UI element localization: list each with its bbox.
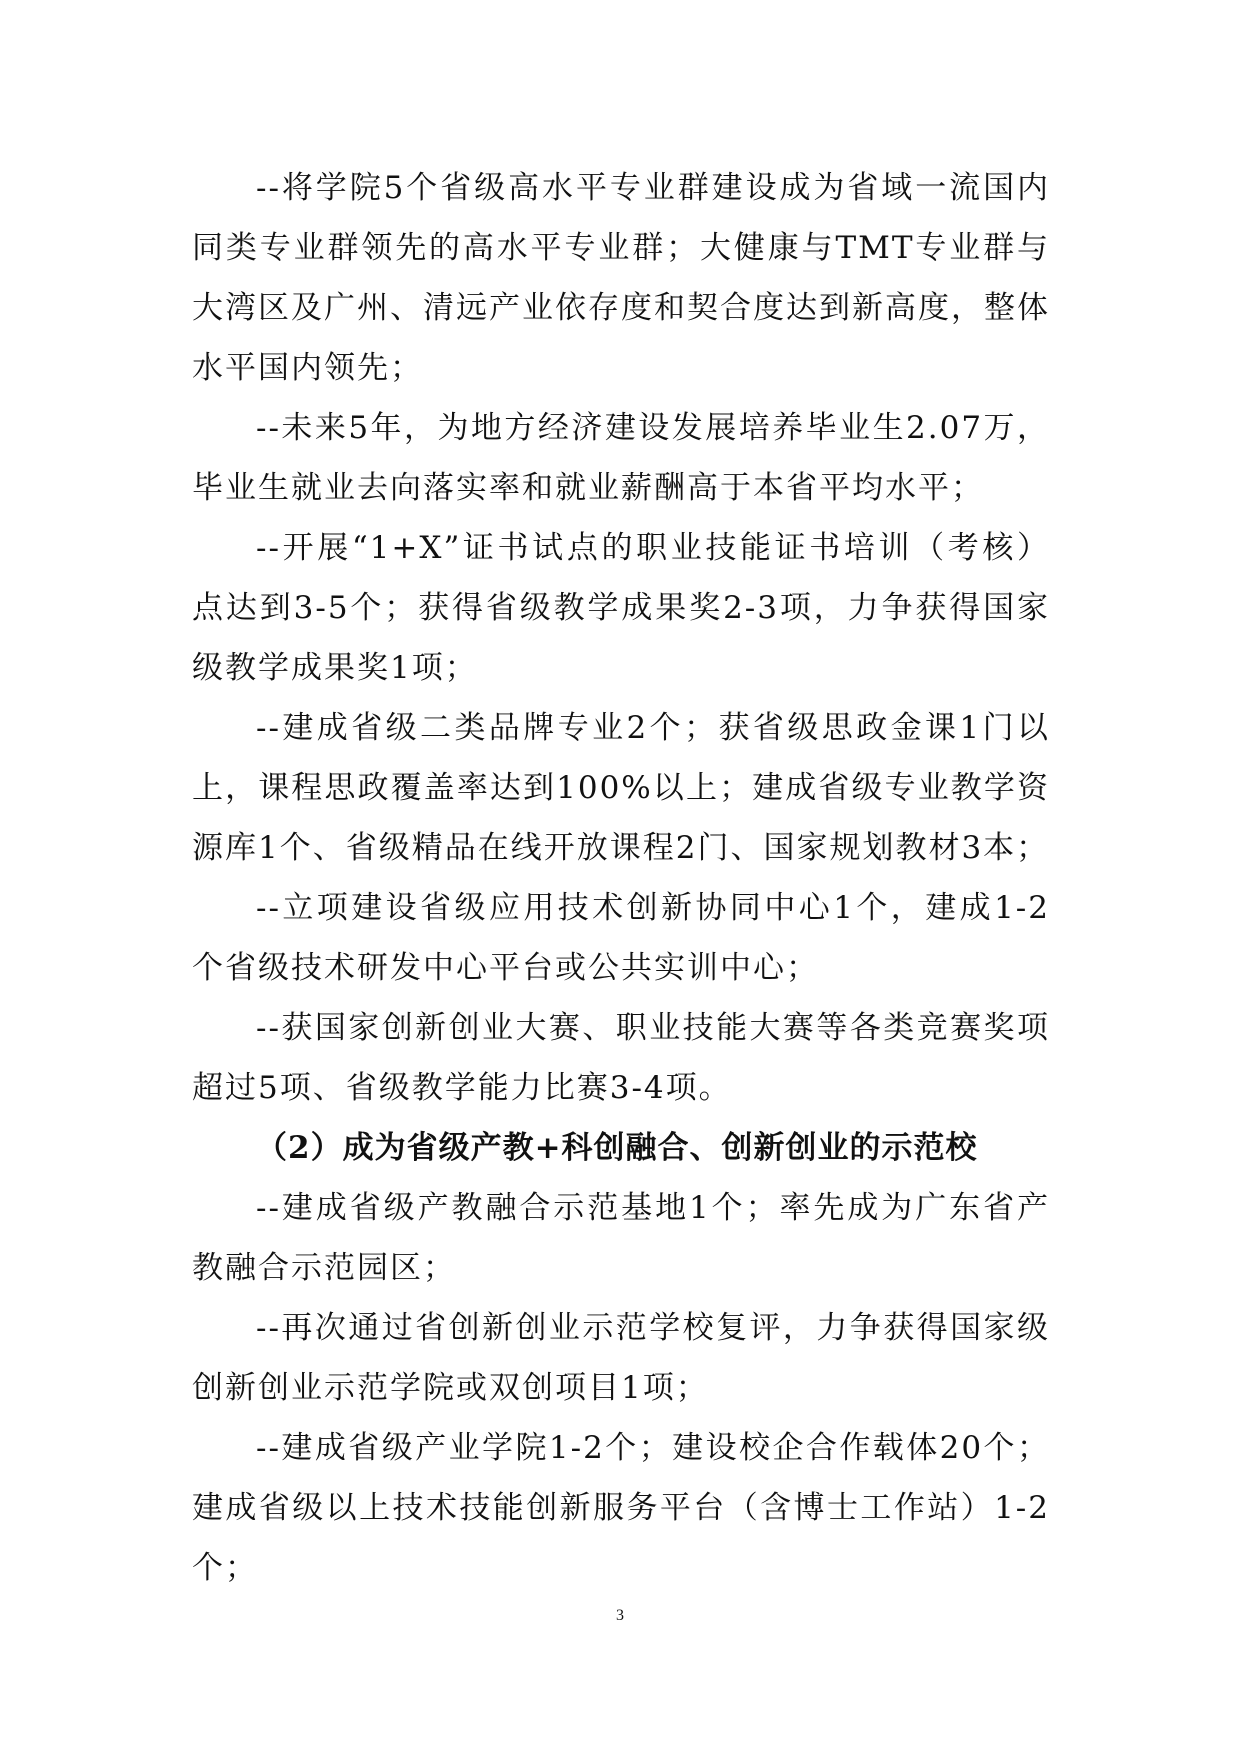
paragraph-goal-brand-majors: --建成省级二类品牌专业2个；获省级思政金课1门以上，课程思政覆盖率达到100%以上；建成省级专业教学资源库1个、省级精品在线开放课程2门、国家规划教材3本； [192, 710, 1050, 866]
section-heading: （2）成为省级产教+科创融合、创新创业的示范校 [256, 1130, 978, 1166]
document-body [192, 158, 1050, 1598]
page-number: 3 [616, 1607, 624, 1624]
paragraph-goal-entrepreneurship: --再次通过省创新创业示范学校复评，力争获得国家级创新创业示范学院或双创项目1项； [192, 1310, 1050, 1406]
paragraph-goal-industry-base: --建成省级产教融合示范基地1个；率先成为广东省产教融合示范园区； [192, 1190, 1050, 1286]
paragraph-goal-innovation-center: --立项建设省级应用技术创新协同中心1个，建成1-2个省级技术研发中心平台或公共实训中心； [192, 890, 1050, 986]
paragraph-goal-competitions: --获国家创新创业大赛、职业技能大赛等各类竞赛奖项超过5项、省级教学能力比赛3-4项。 [192, 1010, 1050, 1106]
paragraph-goal-graduates: --未来5年，为地方经济建设发展培养毕业生2.07万，毕业生就业去向落实率和就业薪酬高于本省平均水平； [192, 410, 1050, 506]
paragraph-goal-professional-groups: --将学院5个省级高水平专业群建设成为省域一流国内同类专业群领先的高水平专业群；大健康与TMT专业群与大湾区及广州、清远产业依存度和契合度达到新高度，整体水平国内领先； [192, 170, 1050, 386]
paragraph-goal-industry-college: --建成省级产业学院1-2个；建设校企合作载体20个；建成省级以上技术技能创新服务平台（含博士工作站）1-2个； [192, 1430, 1050, 1586]
paragraph-goal-certificates: --开展“1+X”证书试点的职业技能证书培训（考核）点达到3-5个；获得省级教学成果奖2-3项，力争获得国家级教学成果奖1项； [192, 530, 1050, 686]
